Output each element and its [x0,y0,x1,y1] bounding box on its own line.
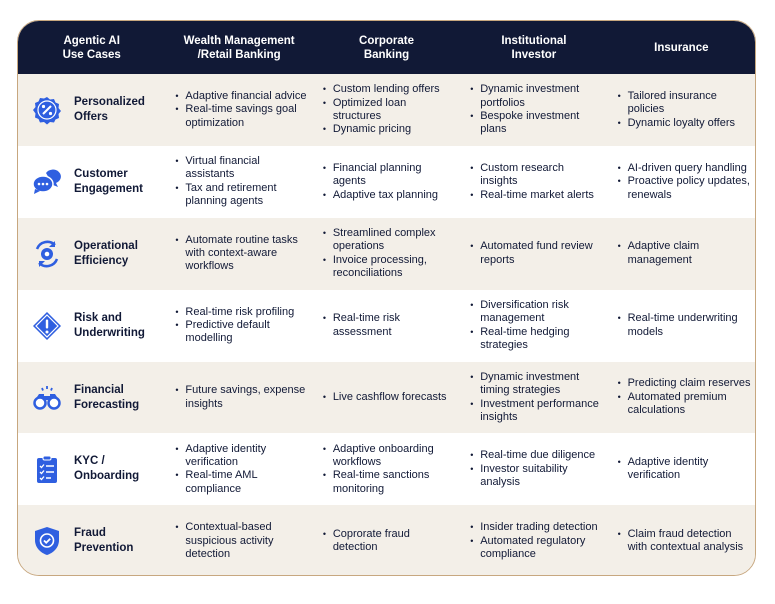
percent-badge-icon [32,95,62,125]
list-item: • Proactive policy updates, renewals [618,175,751,202]
list-item: • Real-time risk assessment [323,312,456,339]
list-item: • Real-time sanctions monitoring [323,469,456,496]
table-row [18,433,755,505]
insurance-cell [608,362,755,434]
header-corporate-banking: Corporate Banking [359,34,414,61]
list-item: • Contextual-based suspicious activity detection [175,521,308,561]
bullet-list [175,155,308,209]
list-item: • Dynamic investment portfolios [470,83,603,110]
institutional-investor-cell [460,146,607,218]
bullet-list [323,528,456,555]
bullet-list [175,306,308,346]
use-case-cell [18,505,165,576]
list-item: • Investment performance insights [470,398,603,425]
table-row [18,362,755,434]
list-item: • Adaptive tax planning [323,189,456,202]
use-case-label: Operational Efficiency [74,239,138,267]
list-item: • Real-time due diligence [470,449,603,462]
use-case-label: Risk and Underwriting [74,311,145,339]
list-item: • Tailored insurance policies [618,90,751,117]
insurance-cell [608,74,755,146]
list-item: • Coprorate fraud detection [323,528,456,555]
list-item: • Real-time underwriting models [618,312,751,339]
list-item: • Diversification risk management [470,299,603,326]
bullet-list [470,240,603,267]
list-item: • Investor suitability analysis [470,463,603,490]
list-item: • Virtual financial assistants [175,155,308,182]
list-item: • Adaptive claim management [618,240,751,267]
insurance-cell [608,433,755,505]
list-item: • Custom lending offers [323,83,456,96]
list-item: • AI-driven query handling [618,162,751,175]
bullet-list [618,162,751,202]
wealth-management-cell [165,362,312,434]
header-insurance: Insurance [654,41,709,54]
bullet-list [323,391,456,404]
wealth-management-cell [165,505,312,576]
institutional-investor-cell [460,362,607,434]
bullet-list [323,227,456,281]
bullet-list [175,234,308,274]
bullet-list [470,371,603,425]
corporate-banking-cell [313,505,460,576]
list-item: • Custom research insights [470,162,603,189]
list-item: • Dynamic investment timing strategies [470,371,603,398]
list-item: • Real-time savings goal optimization [175,103,308,130]
binoculars-icon [32,383,62,413]
use-case-cell [18,146,165,218]
list-item: • Automated premium calculations [618,391,751,418]
bullet-list [470,162,603,202]
institutional-investor-cell [460,74,607,146]
bullet-list [470,299,603,353]
bullet-list [175,90,308,130]
table-body [18,74,755,576]
list-item: • Streamlined complex operations [323,227,456,254]
list-item: • Tax and retirement planning agents [175,182,308,209]
bullet-list [618,90,751,130]
list-item: • Predicting claim reserves [618,377,751,390]
list-item: • Insider trading detection [470,521,603,534]
list-item: • Live cashflow forecasts [323,391,456,404]
bullet-list [618,240,751,267]
use-case-label: Customer Engagement [74,167,144,195]
insurance-cell [608,146,755,218]
table-header [18,21,755,74]
bullet-list [618,528,751,555]
institutional-investor-cell [460,218,607,290]
use-case-label: Fraud Prevention [74,527,134,555]
corporate-banking-cell [313,290,460,362]
use-case-label: Personalized Offers [74,95,145,123]
corporate-banking-cell [313,146,460,218]
list-item: • Real-time market alerts [470,189,603,202]
institutional-investor-cell [460,505,607,576]
bullet-list [175,521,308,561]
corporate-banking-cell [313,433,460,505]
list-item: • Adaptive identity verification [618,456,751,483]
insurance-cell [608,505,755,576]
corporate-banking-cell [313,218,460,290]
use-case-cell [18,362,165,434]
bullet-list [323,312,456,339]
list-item: • Optimized loan structures [323,97,456,124]
use-case-table [17,20,756,576]
wealth-management-cell [165,74,312,146]
institutional-investor-cell [460,290,607,362]
list-item: • Real-time hedging strategies [470,326,603,353]
table-row [18,146,755,218]
header-wealth-management: Wealth Management /Retail Banking [183,34,295,61]
use-case-cell [18,218,165,290]
list-item: • Bespoke investment plans [470,110,603,137]
bullet-list [618,456,751,483]
list-item: • Invoice processing, reconciliations [323,254,456,281]
gear-cycle-icon [32,239,62,269]
use-case-label: Financial Forecasting [74,383,140,411]
list-item: • Automate routine tasks with context-aware workflows [175,234,308,274]
list-item: • Automated fund review reports [470,240,603,267]
wealth-management-cell [165,218,312,290]
list-item: • Adaptive financial advice [175,90,308,103]
list-item: • Real-time risk profiling [175,306,308,319]
corporate-banking-cell [313,362,460,434]
bullet-list [323,83,456,137]
list-item: • Future savings, expense insights [175,384,308,411]
wealth-management-cell [165,290,312,362]
warning-diamond-icon [32,311,62,341]
list-item: • Claim fraud detection with contextual analysis [618,528,751,555]
table-row [18,74,755,146]
header-institutional-investor: Institutional Investor [501,34,567,61]
list-item: • Dynamic pricing [323,123,456,136]
list-item: • Automated regulatory compliance [470,535,603,562]
use-case-cell [18,433,165,505]
table-row [18,290,755,362]
table-row [18,505,755,576]
list-item: • Adaptive identity verification [175,443,308,470]
bullet-list [618,312,751,339]
bullet-list [470,521,603,561]
table-row [18,218,755,290]
list-item: • Adaptive onboarding workflows [323,443,456,470]
insurance-cell [608,290,755,362]
bullet-list [323,443,456,497]
bullet-list [175,443,308,497]
header-use-cases: Agentic AI Use Cases [62,34,121,61]
list-item: • Dynamic loyalty offers [618,117,751,130]
wealth-management-cell [165,433,312,505]
insurance-cell [608,218,755,290]
wealth-management-cell [165,146,312,218]
shield-check-icon [32,526,62,556]
clipboard-checklist-icon [32,454,62,484]
use-case-cell [18,290,165,362]
bullet-list [323,162,456,202]
bullet-list [470,449,603,489]
list-item: • Real-time AML compliance [175,469,308,496]
corporate-banking-cell [313,74,460,146]
institutional-investor-cell [460,433,607,505]
chat-bubbles-icon [32,167,62,197]
bullet-list [618,377,751,417]
bullet-list [470,83,603,137]
use-case-label: KYC / Onboarding [74,455,140,483]
list-item: • Financial planning agents [323,162,456,189]
list-item: • Predictive default modelling [175,319,308,346]
bullet-list [175,384,308,411]
use-case-cell [18,74,165,146]
